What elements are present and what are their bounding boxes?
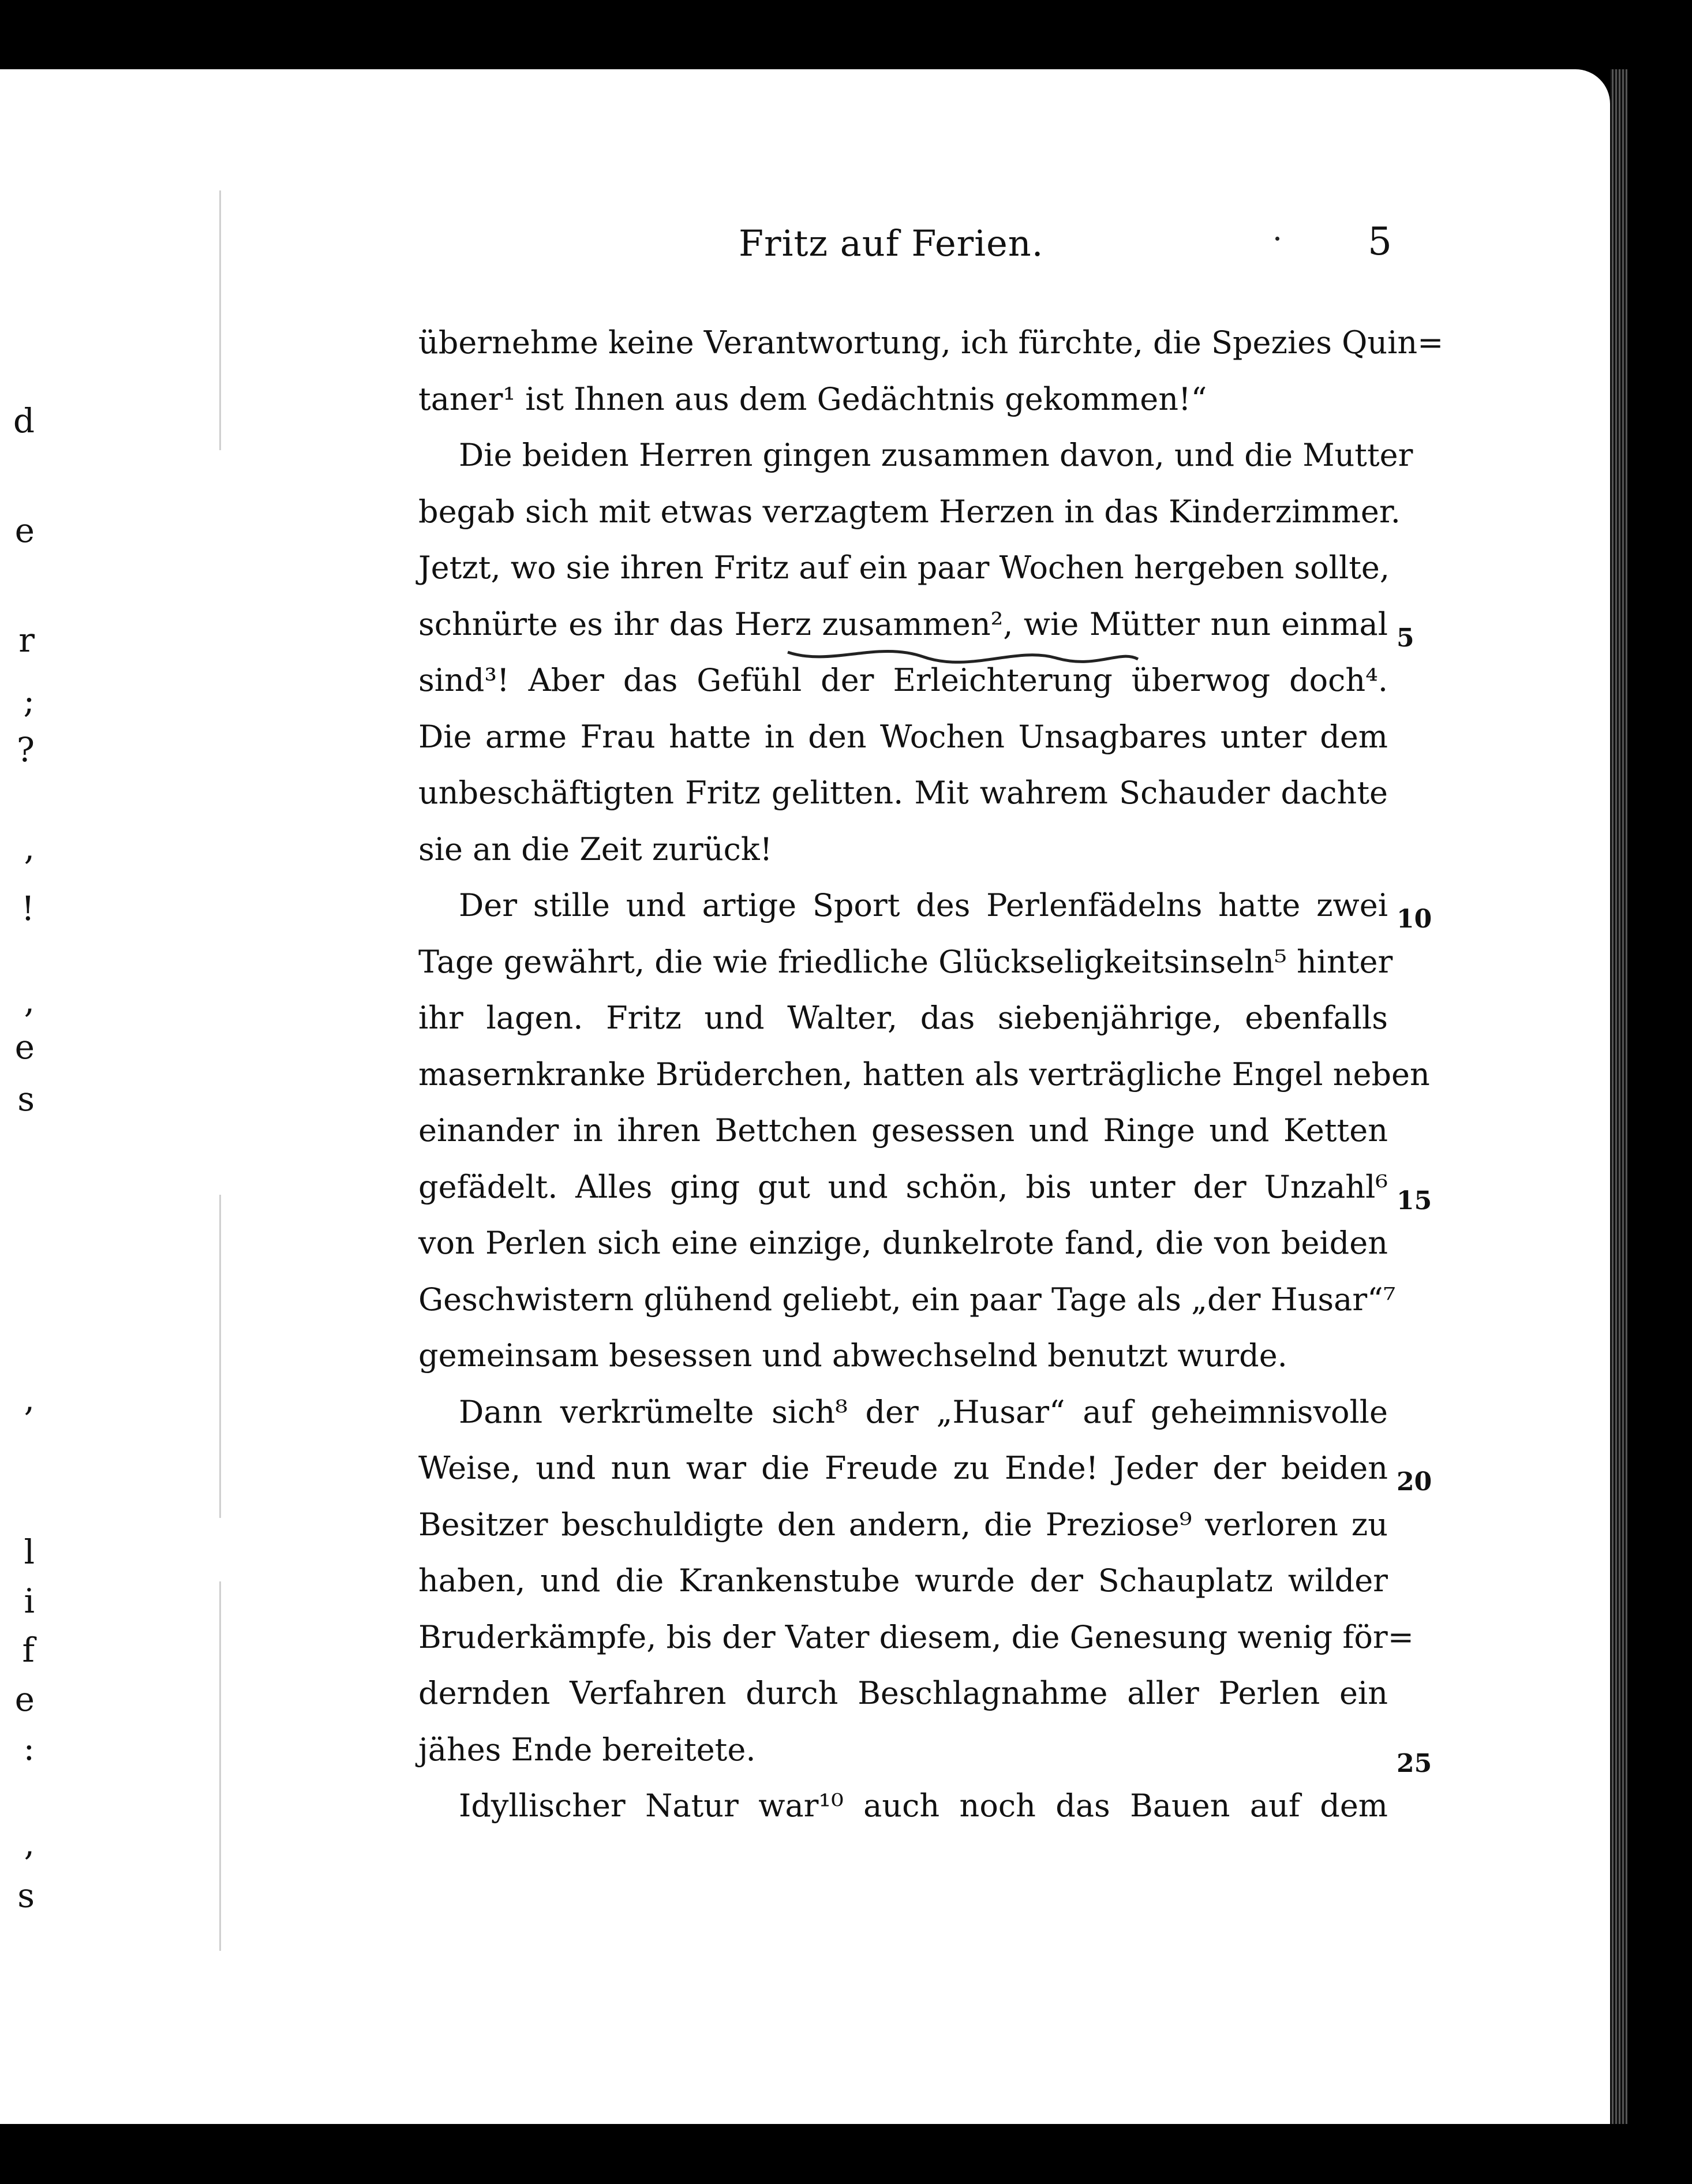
- gutter-line: [219, 1581, 221, 1951]
- cutoff-letter: s: [17, 1079, 35, 1119]
- page-number: 5: [1368, 219, 1392, 264]
- text-line: Jetzt, wo sie ihren Fritz auf ein paar Wochen hergeben sollte,: [418, 549, 1390, 586]
- cutoff-letter: i: [24, 1581, 35, 1621]
- text-line: übernehme keine Verantwortung, ich fürchte, die Spezies Quin=: [418, 324, 1444, 361]
- text-line: dernden Verfahren durch Beschlagnahme aller Perlen ein: [418, 1675, 1388, 1711]
- text-line: Der stille und artige Sport des Perlenfädelns hatte zwei: [459, 887, 1388, 923]
- cutoff-letter: l: [24, 1532, 35, 1572]
- cutoff-letter: ?: [16, 730, 35, 769]
- cutoff-letter: ,: [24, 1824, 35, 1863]
- text-line: sie an die Zeit zurück!: [418, 831, 773, 867]
- left-page-margin: [0, 69, 222, 2124]
- page-edge: [1610, 69, 1627, 2124]
- line-number: 20: [1397, 1467, 1432, 1497]
- text-line: Die beiden Herren gingen zusammen davon, und die Mutter: [459, 437, 1413, 473]
- cutoff-letter: !: [21, 889, 35, 928]
- text-line: Tage gewährt, die wie friedliche Glückseligkeitsinseln⁵ hinter: [418, 943, 1393, 980]
- text-line: Bruderkämpfe, bis der Vater diesem, die Genesung wenig för=: [418, 1618, 1414, 1655]
- cutoff-letter: ;: [23, 681, 35, 720]
- text-line: schnürte es ihr das Herz zusammen², wie Mütter nun einmal: [418, 605, 1388, 642]
- cutoff-letter: d: [13, 401, 35, 440]
- cutoff-letter: r: [18, 620, 35, 660]
- text-line: haben, und die Krankenstube wurde der Schauplatz wilder: [418, 1562, 1388, 1599]
- text-line: Weise, und nun war die Freude zu Ende! Jeder der beiden: [418, 1450, 1388, 1486]
- line-number: 5: [1397, 623, 1414, 653]
- text-line: von Perlen sich eine einzige, dunkelrote fand, die von beiden: [418, 1225, 1388, 1261]
- header-dot: [1275, 237, 1279, 241]
- cutoff-letter: :: [23, 1729, 35, 1768]
- text-line: begab sich mit etwas verzagtem Herzen in das Kinderzimmer.: [418, 493, 1401, 530]
- cutoff-letter: ,: [24, 1379, 35, 1419]
- cutoff-letter: e: [14, 1680, 35, 1719]
- gutter-line: [219, 1195, 221, 1518]
- gutter-line: [219, 190, 221, 450]
- text-line: taner¹ ist Ihnen aus dem Gedächtnis gekommen!“: [418, 380, 1207, 417]
- text-line: sind³! Aber das Gefühl der Erleichterung überwog doch⁴.: [418, 662, 1388, 698]
- cutoff-letter: e: [14, 511, 35, 550]
- text-line: unbeschäftigten Fritz gelitten. Mit wahrem Schauder dachte: [418, 775, 1388, 811]
- line-number: 10: [1397, 904, 1432, 934]
- cutoff-letter: e: [14, 1027, 35, 1067]
- line-number: 15: [1397, 1186, 1432, 1216]
- text-line: Geschwistern glühend geliebt, ein paar Tage als „der Husar“⁷: [418, 1281, 1396, 1318]
- text-line: jähes Ende bereitete.: [418, 1731, 756, 1768]
- text-line: ihr lagen. Fritz und Walter, das siebenjährige, ebenfalls: [418, 1000, 1388, 1036]
- text-line: Die arme Frau hatte in den Wochen Unsagbares unter dem: [418, 718, 1388, 755]
- running-title: Fritz auf Ferien.: [739, 222, 1044, 264]
- cutoff-letter: s: [17, 1876, 35, 1915]
- text-line: Besitzer beschuldigte den andern, die Preziose⁹ verloren zu: [418, 1506, 1388, 1543]
- cutoff-letter: ,: [24, 828, 35, 867]
- text-line: Idyllischer Natur war¹⁰ auch noch das Bauen auf dem: [459, 1787, 1388, 1824]
- text-line: gefädelt. Alles ging gut und schön, bis unter der Unzahl⁶: [418, 1168, 1388, 1205]
- text-line: Dann verkrümelte sich⁸ der „Husar“ auf geheimnisvolle: [459, 1393, 1388, 1430]
- cutoff-letter: ,: [24, 981, 35, 1020]
- cutoff-letter: f: [22, 1630, 35, 1670]
- line-number: 25: [1397, 1749, 1432, 1778]
- text-line: einander in ihren Bettchen gesessen und Ringe und Ketten: [418, 1112, 1388, 1149]
- text-line: masernkranke Brüderchen, hatten als verträgliche Engel neben: [418, 1056, 1430, 1093]
- text-line: gemeinsam besessen und abwechselnd benutzt wurde.: [418, 1337, 1287, 1374]
